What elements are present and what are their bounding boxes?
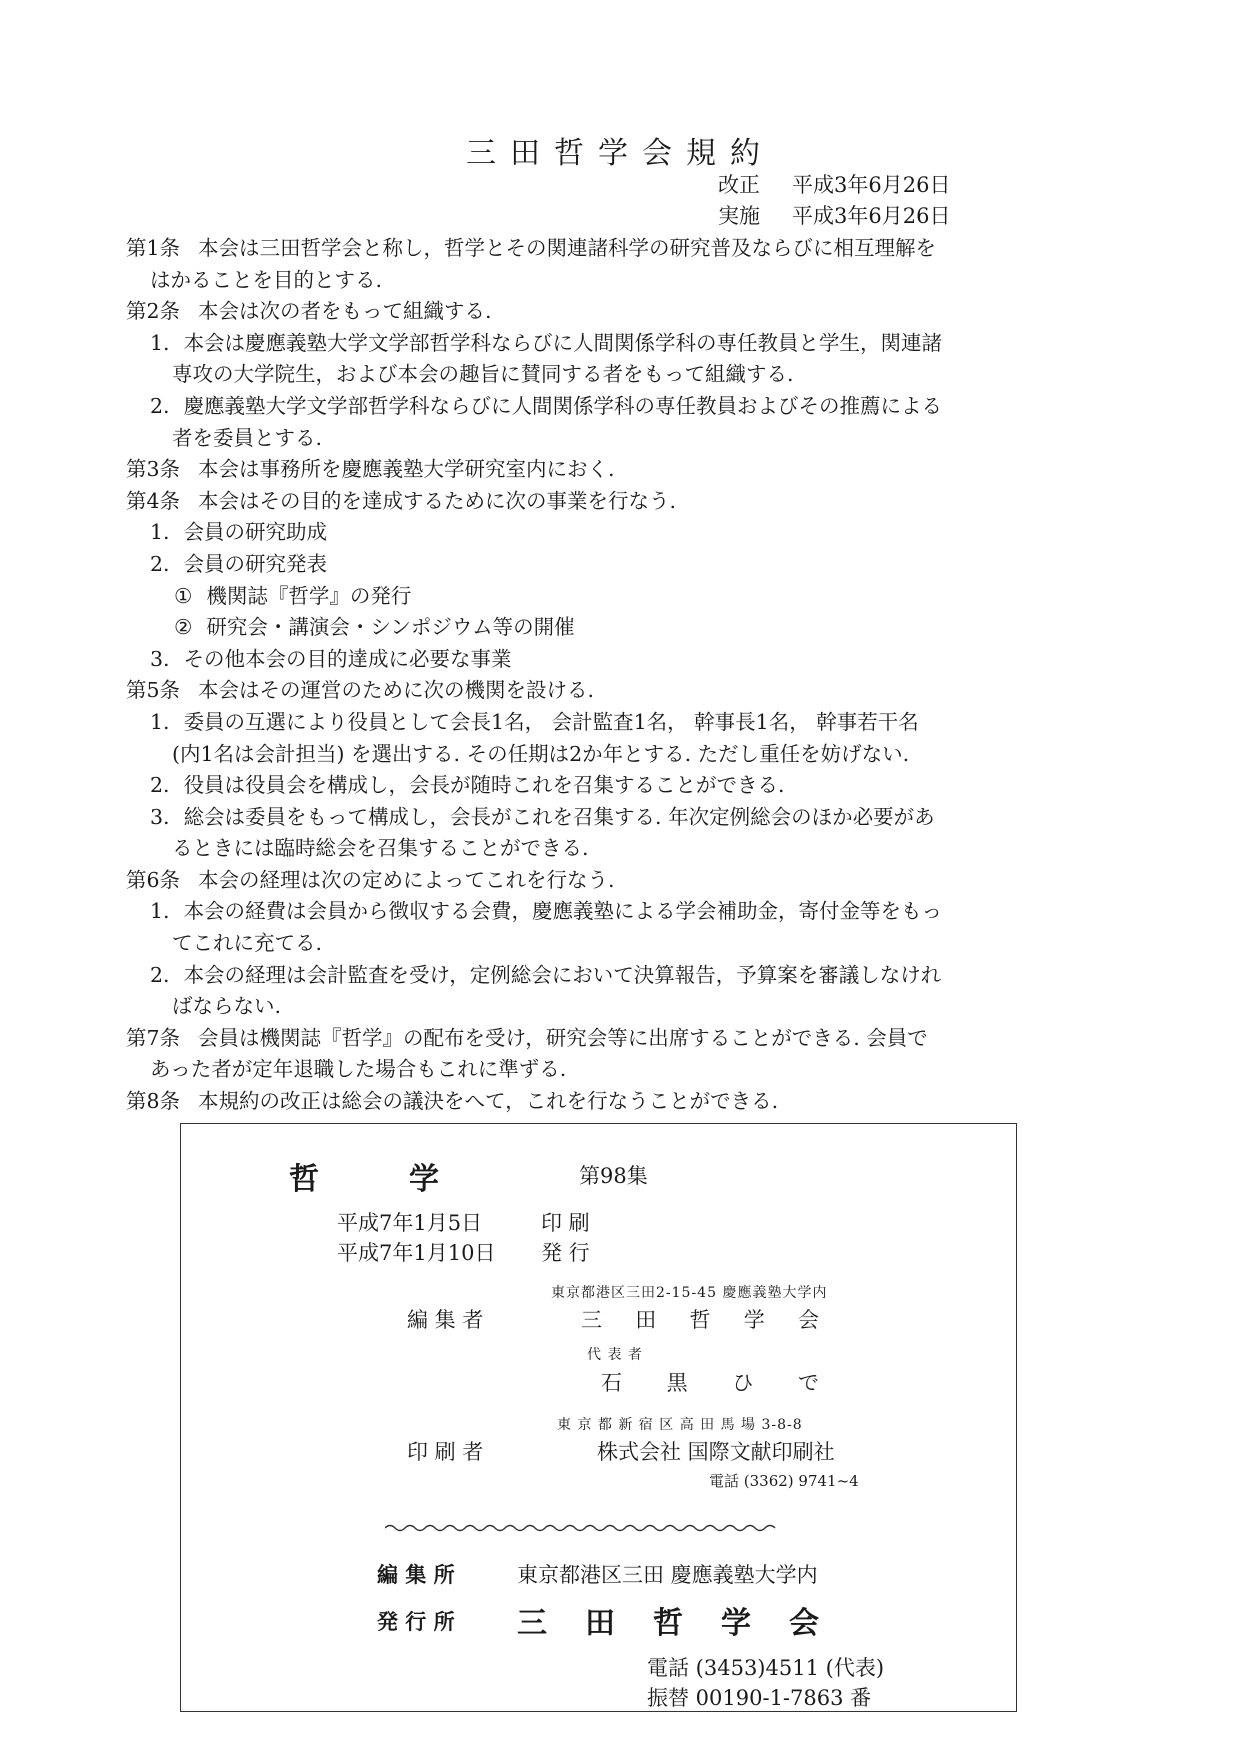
article-heading: 第1条 [126, 236, 181, 260]
sub-item-text: 機関誌『哲学』の発行 [206, 583, 412, 608]
volume-number: 第98集 [579, 1164, 648, 1188]
sub-item [126, 581, 1076, 613]
office-value: 東京都港区三田 慶應義塾大学内 [517, 1563, 818, 1587]
editor-name-char: 田 [635, 1308, 657, 1332]
editor-name [581, 1304, 819, 1334]
article-continuation: はかることを目的とする. [150, 267, 383, 292]
item-number: 2. [150, 962, 170, 987]
journal-title-char: 学 [409, 1162, 439, 1197]
printer-name: 株式会社 国際文献印刷社 [597, 1440, 835, 1464]
article-heading: 第8条 [126, 1089, 181, 1114]
article-text: 本会は事務所を慶應義塾大学研究室内におく. [198, 457, 615, 482]
editor-name-char: 学 [743, 1308, 765, 1332]
issue-label: 発 行 [541, 1241, 590, 1265]
list-item [126, 802, 1076, 834]
item-text: その他本会の目的達成に必要な事業 [183, 646, 512, 671]
list-item [126, 517, 1076, 549]
item-number: 1. [150, 520, 170, 545]
publisher-name-char: 田 [585, 1606, 615, 1641]
sub-item-text: 研究会・講演会・シンポジウム等の開催 [206, 615, 575, 640]
article-heading: 第2条 [126, 299, 181, 324]
item-text: 会員の研究発表 [183, 551, 328, 576]
list-item [126, 391, 1076, 423]
item-continuation: (内1名は会計担当) を選出する. その任期は2か年とする. ただし重任を妨げない. [172, 741, 910, 766]
sub-item-number: ② [174, 615, 193, 640]
editor-address: 東京都港区三田2-15-45 慶應義塾大学内 [551, 1285, 828, 1301]
item-continuation: 専攻の大学院生，および本会の趣旨に賛同する者をもって組織する. [172, 362, 794, 387]
effective-label: 実施 [718, 204, 760, 228]
revised-row [718, 170, 950, 201]
representative-name-char: 黒 [666, 1371, 688, 1395]
article-heading: 第4条 [126, 488, 181, 513]
list-item [126, 549, 1076, 581]
article-text: 本会はその運営のために次の機関を設ける. [198, 678, 595, 703]
print-date: 平成7年1月5日 [337, 1211, 483, 1235]
publisher-transfer-account: 振替 00190-1-7863 番 [647, 1686, 872, 1710]
print-label: 印 刷 [541, 1211, 590, 1235]
list-item [126, 707, 1076, 739]
sub-item [126, 612, 1076, 644]
item-text: 役員は役員会を構成し，会長が随時これを召集することができる. [183, 773, 785, 798]
representative-name-char: で [797, 1371, 819, 1395]
list-item [126, 960, 1076, 992]
item-continuation: 者を委員とする. [172, 425, 323, 450]
article-2 [126, 296, 1076, 328]
wavy-divider [385, 1523, 780, 1533]
item-continuation: ばならない. [172, 994, 282, 1019]
editor-name-char: 三 [581, 1308, 602, 1332]
list-item [126, 644, 1076, 676]
article-text: 会員は機関誌『哲学』の配布を受け，研究会等に出席することができる. 会員で [198, 1025, 928, 1050]
article-4 [126, 486, 1076, 518]
item-text: 慶應義塾大学文学部哲学科ならびに人間関係学科の専任教員およびその推薦による [183, 393, 943, 418]
article-text: 本会は三田哲学会と称し，哲学とその関連諸科学の研究普及ならびに相互理解を [198, 236, 937, 260]
editor-name-char: 会 [798, 1308, 819, 1332]
representative-name [601, 1367, 819, 1397]
publisher-name-char: 学 [721, 1606, 751, 1641]
bylaws-body [126, 233, 1076, 1118]
publisher-label: 発 行 所 [377, 1609, 455, 1634]
article-heading: 第7条 [126, 1025, 181, 1050]
issue-date: 平成7年1月10日 [337, 1241, 496, 1265]
printer-label: 印 刷 者 [407, 1440, 484, 1464]
item-number: 3. [150, 804, 170, 829]
item-text: 委員の互選により役員として会長1名， 会計監査1名， 幹事長1名， 幹事若干名 [183, 709, 919, 734]
article-text: 本会は次の者をもって組織する. [198, 299, 492, 324]
item-number: 1. [150, 899, 170, 924]
item-number: 1. [150, 330, 170, 355]
article-heading: 第3条 [126, 457, 181, 482]
article-heading: 第5条 [126, 678, 181, 703]
list-item [126, 770, 1076, 802]
editor-name-char: 哲 [689, 1308, 711, 1332]
article-continuation: あった者が定年退職した場合もこれに準ずる. [150, 1057, 567, 1082]
editor-label: 編 集 者 [407, 1308, 484, 1332]
page-title: 三田哲学会規約 [466, 136, 774, 171]
item-text: 本会の経費は会員から徴収する会費，慶應義塾による学会補助金，寄付金等をもっ [183, 899, 943, 924]
sub-item-number: ① [174, 583, 193, 608]
item-text: 会員の研究助成 [183, 520, 328, 545]
office-label: 編 集 所 [377, 1562, 455, 1587]
printer-address: 東 京 都 新 宿 区 高 田 馬 場 3-8-8 [557, 1417, 803, 1433]
article-6 [126, 865, 1076, 897]
representative-name-char: 石 [601, 1371, 622, 1395]
article-3 [126, 454, 1076, 486]
list-item [126, 328, 1076, 360]
article-text: 本規約の改正は総会の議決をへて，これを行なうことができる. [198, 1089, 779, 1114]
journal-title-char: 哲 [289, 1162, 319, 1197]
item-text: 総会は委員をもって構成し，会長がこれを召集する. 年次定例総会のほか必要があ [183, 804, 935, 829]
item-number: 2. [150, 393, 170, 418]
revision-dates [718, 170, 950, 232]
article-text: 本会の経理は次の定めによってこれを行なう. [198, 867, 615, 892]
revised-label: 改正 [718, 173, 760, 197]
printer-phone: 電話 (3362) 9741~4 [709, 1472, 859, 1490]
item-text: 本会は慶應義塾大学文学部哲学科ならびに人間関係学科の専任教員と学生，関連諸 [183, 330, 943, 355]
publisher-name [517, 1598, 819, 1642]
publisher-name-char: 会 [789, 1606, 819, 1641]
publisher-name-char: 三 [517, 1606, 547, 1641]
article-1 [126, 233, 1076, 265]
article-8 [126, 1086, 1076, 1118]
article-text: 本会はその目的を達成するために次の事業を行なう. [198, 488, 677, 513]
item-number: 2. [150, 773, 170, 798]
revised-value: 平成3年6月26日 [792, 173, 951, 197]
item-continuation: てこれに充てる. [172, 931, 323, 956]
effective-row [718, 201, 950, 232]
article-heading: 第6条 [126, 867, 181, 892]
representative-name-char: ひ [732, 1371, 754, 1395]
list-item [126, 896, 1076, 928]
item-number: 3. [150, 646, 170, 671]
item-number: 2. [150, 551, 170, 576]
item-text: 本会の経理は会計監査を受け，定例総会において決算報告，予算案を審議しなけれ [183, 962, 942, 987]
item-continuation: るときには臨時総会を召集することができる. [172, 836, 589, 861]
colophon-box [180, 1123, 1017, 1712]
effective-value: 平成3年6月26日 [792, 204, 951, 228]
article-5 [126, 675, 1076, 707]
publisher-name-char: 哲 [653, 1606, 683, 1641]
item-number: 1. [150, 709, 170, 734]
representative-label: 代 表 者 [587, 1347, 643, 1363]
article-7 [126, 1023, 1076, 1055]
publisher-phone: 電話 (3453)4511 (代表) [647, 1656, 885, 1680]
